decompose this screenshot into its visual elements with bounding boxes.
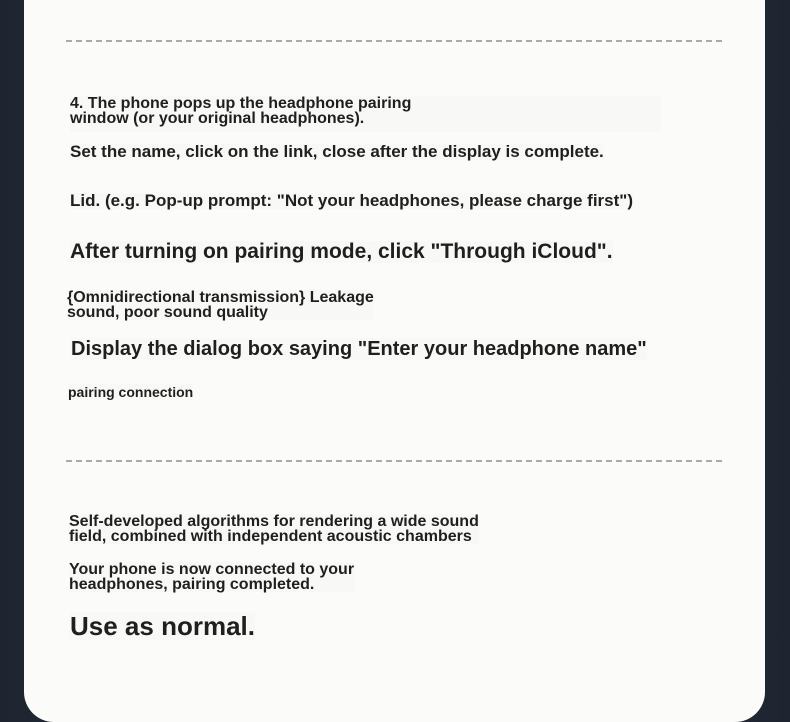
step-text-pairing-window: 4. The phone pops up the headphone pairing window (or your original headphones). (70, 96, 661, 132)
step-text-pairing-connection: pairing connection (68, 384, 194, 400)
dashed-divider-bottom (66, 460, 722, 462)
step-text-use-normal: Use as normal. (70, 611, 255, 641)
step-text-algorithms: Self-developed algorithms for rendering a wide sound field, combined with independent acoustic chambers (69, 513, 479, 545)
step-text-dialog-box: Display the dialog box saying "Enter your headphone name" (71, 338, 647, 360)
step-text-omnidirectional: {Omnidirectional transmission} Leakage sound, poor sound quality (67, 289, 374, 321)
step-text-through-icloud: After turning on pairing mode, click "Through iCloud". (70, 240, 613, 263)
step-text-set-name: Set the name, click on the link, close after the display is complete. (70, 142, 604, 161)
dashed-divider-top (66, 40, 722, 42)
step-text-connected: Your phone is now connected to your headphones, pairing completed. (69, 561, 355, 593)
step-text-lid-prompt: Lid. (e.g. Pop-up prompt: "Not your headphones, please charge first") (70, 191, 633, 210)
